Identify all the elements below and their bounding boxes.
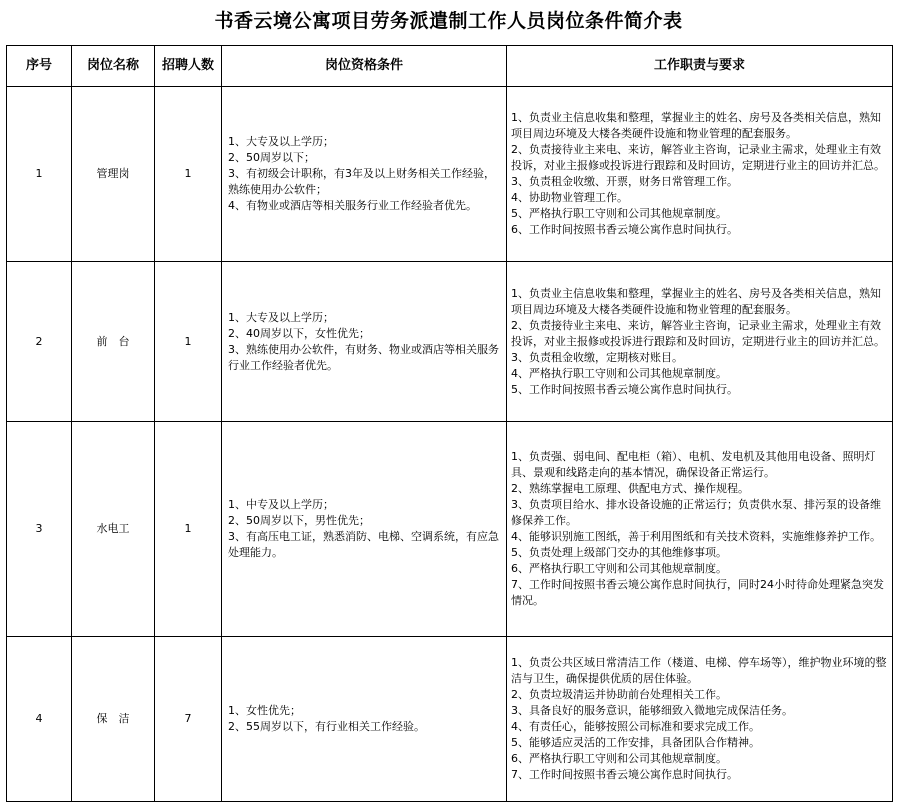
duty-line: 1、负责业主信息收集和整理，掌握业主的姓名、房号及各类相关信息，熟知项目周边环境及大楼各类硬件设施和物业管理的配套服务。: [511, 286, 881, 316]
duty-line: 5、严格执行职工守则和公司其他规章制度。: [511, 207, 727, 220]
table-row: [7, 422, 893, 637]
duty-line: 6、工作时间按照书香云境公寓作息时间执行。: [511, 223, 738, 236]
row-qualifications: [222, 422, 507, 637]
duty-line: 6、严格执行职工守则和公司其他规章制度。: [511, 752, 727, 765]
qualification-line: 1、大专及以上学历；: [228, 310, 334, 324]
qualification-line: 2、55周岁以下，有行业相关工作经验。: [228, 720, 425, 733]
duty-line: 2、熟练掌握电工原理、供配电方式、操作规程。: [511, 482, 749, 495]
qualification-line: 1、女性优先；: [228, 704, 301, 717]
duty-line: 1、负责强、弱电间、配电柜（箱）、电机、发电机及其他用电设备、照明灯具、景观和线路走向的基本情况，确保设备正常运行。: [511, 450, 876, 479]
row-count: 7: [155, 637, 222, 802]
row-qualifications: [222, 87, 507, 262]
header-count: 招聘人数: [155, 46, 222, 87]
qualification-line: 1、中专及以上学历；: [228, 498, 334, 511]
qualification-line: 1、大专及以上学历；: [228, 135, 334, 148]
header-qualifications: 岗位资格条件: [222, 46, 507, 87]
header-no: 序号: [7, 46, 72, 87]
row-no: 2: [7, 262, 72, 422]
table-row: [7, 87, 893, 262]
duty-line: 4、协助物业管理工作。: [511, 191, 628, 204]
row-position: 水电工: [72, 422, 155, 637]
row-duties: [507, 422, 893, 637]
duty-line: 2、负责接待业主来电、来访，解答业主咨询，记录业主需求，处理业主有效投诉，对业主报修或投诉进行跟踪和及时回访，定期进行业主的回访并汇总。: [511, 143, 885, 172]
duty-line: 5、能够适应灵活的工作安排，具备团队合作精神。: [511, 736, 760, 749]
duty-line: 1、负责公共区域日常清洁工作（楼道、电梯、停车场等），维护物业环境的整洁与卫生，确保提供优质的居住体验。: [511, 656, 887, 685]
duty-line: 7、工作时间按照书香云境公寓作息时间执行，同时24小时待命处理紧急突发情况。: [511, 578, 884, 607]
header-position: 岗位名称: [72, 46, 155, 87]
table-row: [7, 262, 893, 422]
duty-line: 3、负责租金收缴，定期核对账目。: [511, 350, 683, 364]
table-row: [7, 637, 893, 802]
qualification-line: 2、40周岁以下，女性优先；: [228, 326, 370, 340]
qualification-line: 3、有初级会计职称，有3年及以上财务相关工作经验，熟练使用办公软件；: [228, 167, 495, 196]
duty-line: 3、负责租金收缴、开票，财务日常管理工作。: [511, 175, 738, 188]
duty-line: 5、负责处理上级部门交办的其他维修事项。: [511, 546, 727, 559]
duty-line: 3、具备良好的服务意识，能够细致入微地完成保洁任务。: [511, 704, 793, 717]
row-duties: [507, 637, 893, 802]
qualification-line: 2、50周岁以下，男性优先；: [228, 514, 370, 527]
row-count: 1: [155, 422, 222, 637]
row-count: 1: [155, 262, 222, 422]
qualification-line: 3、熟练使用办公软件，有财务、物业或酒店等相关服务行业工作经验者优先。: [228, 342, 499, 372]
row-duties: [507, 87, 893, 262]
row-duties: [507, 262, 893, 422]
duty-line: 5、工作时间按照书香云境公寓作息时间执行。: [511, 382, 738, 396]
position-table: [6, 45, 893, 802]
duty-line: 4、严格执行职工守则和公司其他规章制度。: [511, 366, 727, 380]
row-no: 3: [7, 422, 72, 637]
row-qualifications: [222, 262, 507, 422]
table-header-row: [7, 46, 893, 87]
header-duties: 工作职责与要求: [507, 46, 893, 87]
page-title: 书香云境公寓项目劳务派遣制工作人员岗位条件简介表: [214, 10, 683, 32]
duty-line: 2、负责接待业主来电、来访，解答业主咨询，记录业主需求，处理业主有效投诉，对业主报修或投诉进行跟踪和及时回访，定期进行业主的回访并汇总。: [511, 318, 885, 348]
duty-line: 4、有责任心，能够按照公司标准和要求完成工作。: [511, 720, 760, 733]
qualification-line: 2、50周岁以下；: [228, 151, 315, 164]
duty-line: 7、工作时间按照书香云境公寓作息时间执行。: [511, 768, 738, 781]
duty-line: 1、负责业主信息收集和整理，掌握业主的姓名、房号及各类相关信息，熟知项目周边环境及大楼各类硬件设施和物业管理的配套服务。: [511, 111, 881, 140]
duty-line: 6、严格执行职工守则和公司其他规章制度。: [511, 562, 727, 575]
duty-line: 4、能够识别施工图纸，善于利用图纸和有关技术资料，实施维修养护工作。: [511, 530, 881, 543]
qualification-line: 4、有物业或酒店等相关服务行业工作经验者优先。: [228, 199, 477, 212]
qualification-line: 3、有高压电工证，熟悉消防、电梯、空调系统，有应急处理能力。: [228, 530, 499, 559]
row-position: 管理岗: [72, 87, 155, 262]
row-qualifications: [222, 637, 507, 802]
row-no: 1: [7, 87, 72, 262]
row-no: 4: [7, 637, 72, 802]
row-position: 保 洁: [72, 637, 155, 802]
duty-line: 3、负责项目给水、排水设备设施的正常运行；负责供水泵、排污泵的设备维修保养工作。: [511, 498, 881, 527]
row-count: 1: [155, 87, 222, 262]
duty-line: 2、负责垃圾清运并协助前台处理相关工作。: [511, 688, 727, 701]
row-position: 前 台: [72, 262, 155, 422]
